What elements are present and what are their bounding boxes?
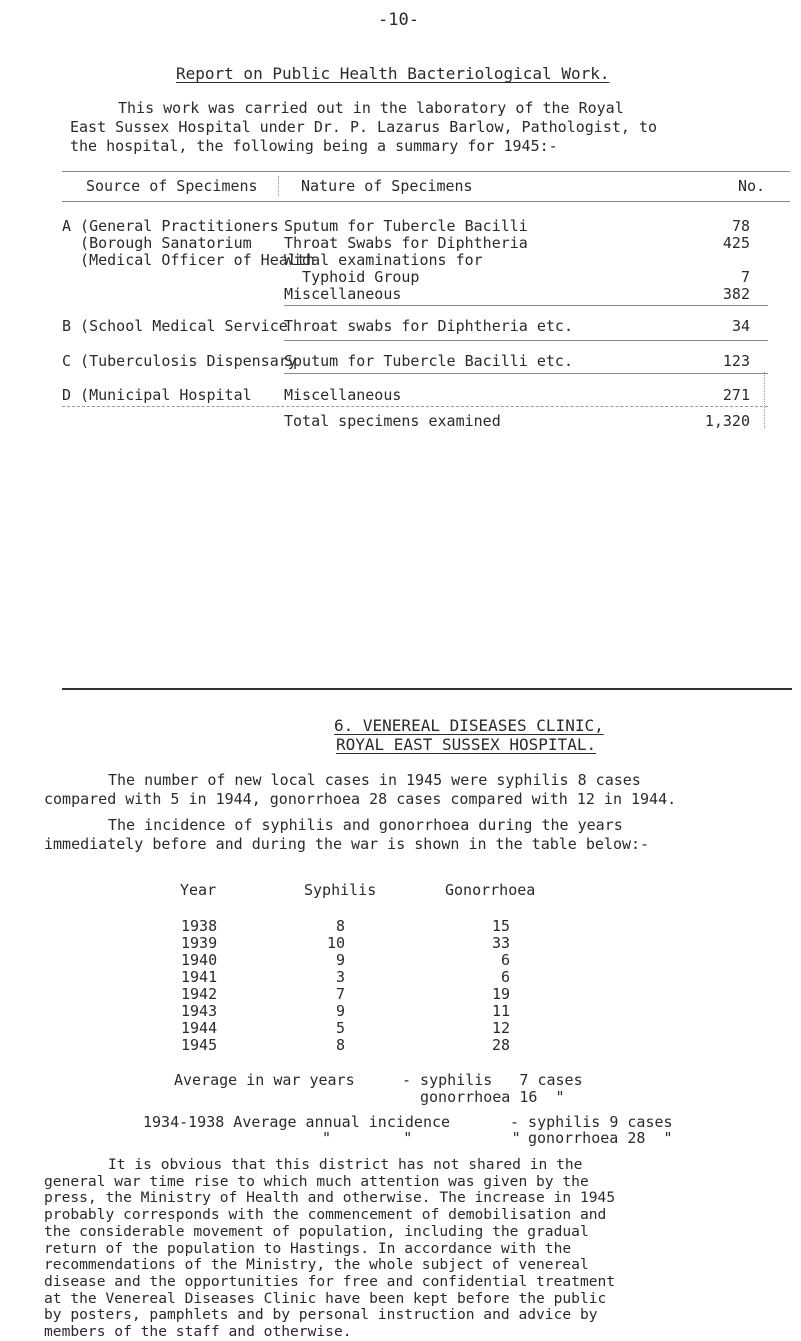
nature-cell: Throat Swabs for Diphtheria (284, 234, 528, 252)
count-cell: 123 (722, 352, 750, 370)
source-cell: B (School Medical Service (62, 317, 288, 335)
war-average-label: Average in war years (174, 1071, 355, 1089)
column-divider (278, 176, 279, 196)
source-cell: (Borough Sanatorium (62, 234, 252, 252)
para-line: press, the Ministry of Health and otherwise. The increase in 1945 (44, 1189, 616, 1207)
gonorrhoea-cell: 28 (491, 1036, 510, 1054)
nature-cell: Throat swabs for Diphtheria etc. (284, 317, 573, 335)
gonorrhoea-cell: 33 (491, 934, 510, 952)
nature-cell: Typhoid Group (284, 268, 420, 286)
para-line: recommendations of the Ministry, the whole subject of venereal (44, 1256, 589, 1274)
nature-cell: Miscellaneous (284, 285, 402, 303)
count-cell: 271 (722, 386, 750, 404)
para-line: by posters, pamphlets and by personal instruction and advice by (44, 1306, 598, 1324)
report-title: Report on Public Health Bacteriological Work. (176, 64, 610, 83)
prewar-average-ditto: " " " (322, 1129, 521, 1147)
nature-cell: Widal examinations for (284, 251, 483, 269)
total-rule (62, 406, 768, 407)
header-rule (62, 201, 790, 202)
year-cell: 1938 (181, 917, 218, 935)
year-cell: 1944 (181, 1019, 218, 1037)
section-subheading: ROYAL EAST SUSSEX HOSPITAL. (336, 735, 597, 754)
group-rule (284, 340, 768, 341)
count-cell: 425 (722, 234, 750, 252)
incidence-paragraph (44, 816, 784, 854)
syphilis-cell: 7 (335, 985, 345, 1003)
year-cell: 1940 (181, 951, 218, 969)
para-line: disease and the opportunities for free and confidential treatment (44, 1272, 616, 1290)
para-line: The incidence of syphilis and gonorrhoea during the years (108, 816, 623, 834)
para-line: return of the population to Hastings. In accordance with the (44, 1239, 572, 1257)
count-cell: 78 (731, 217, 750, 235)
gonorrhoea-cell: 19 (491, 985, 510, 1003)
source-cell: C (Tuberculosis Dispensary (62, 352, 297, 370)
gonorrhoea-cell: 12 (491, 1019, 510, 1037)
year-cell: 1941 (181, 968, 218, 986)
intro-line: the hospital, the following being a summary for 1945:- (70, 137, 558, 155)
group-rule (284, 373, 768, 374)
intro-paragraph (70, 99, 770, 156)
war-average-gonorrhoea: gonorrhoea 16 " (420, 1088, 565, 1106)
gonorrhoea-cell: 6 (500, 968, 510, 986)
year-cell: 1945 (181, 1036, 218, 1054)
header-no: No. (738, 177, 766, 195)
closing-paragraph (44, 1157, 784, 1341)
section-divider (62, 688, 792, 690)
para-line: immediately before and during the war is shown in the table below:- (44, 835, 650, 853)
para-line: compared with 5 in 1944, gonorrhoea 28 cases compared with 12 in 1944. (44, 790, 677, 808)
section-heading: 6. VENEREAL DISEASES CLINIC, (334, 716, 604, 735)
source-cell: (Medical Officer of Health (62, 251, 315, 269)
prewar-average-gonorrhoea: gonorrhoea 28 " (528, 1129, 673, 1147)
nature-cell: Sputum for Tubercle Bacilli etc. (284, 352, 573, 370)
group-rule (284, 305, 768, 306)
intro-line: East Sussex Hospital under Dr. P. Lazarus Barlow, Pathologist, to (70, 118, 657, 136)
column-divider (764, 372, 765, 428)
count-cell: 7 (740, 268, 750, 286)
gonorrhoea-cell: 6 (500, 951, 510, 969)
para-line: general war time rise to which much attention was given by the (44, 1172, 589, 1190)
header-year: Year (180, 881, 217, 899)
syphilis-cell: 5 (335, 1019, 345, 1037)
para-line: probably corresponds with the commencement of demobilisation and (44, 1206, 607, 1224)
year-cell: 1943 (181, 1002, 218, 1020)
syphilis-cell: 8 (335, 917, 345, 935)
cases-paragraph (44, 771, 784, 809)
para-line: members of the staff and otherwise. (44, 1323, 352, 1341)
gonorrhoea-cell: 11 (491, 1002, 510, 1020)
intro-line: This work was carried out in the laboratory of the Royal (118, 99, 624, 117)
syphilis-cell: 10 (326, 934, 345, 952)
war-average-syphilis: - syphilis 7 cases (402, 1071, 583, 1089)
total-value: 1,320 (704, 412, 750, 430)
syphilis-cell: 9 (335, 951, 345, 969)
prewar-average-syphilis: - syphilis 9 cases (510, 1113, 673, 1131)
syphilis-cell: 3 (335, 968, 345, 986)
syphilis-cell: 8 (335, 1036, 345, 1054)
source-cell: D (Municipal Hospital (62, 386, 252, 404)
gonorrhoea-cell: 15 (491, 917, 510, 935)
source-cell: A (General Practitioners (62, 217, 279, 235)
nature-cell: Sputum for Tubercle Bacilli (284, 217, 528, 235)
para-line: at the Venereal Diseases Clinic have been kept before the public (44, 1289, 607, 1307)
prewar-average-label: 1934-1938 Average annual incidence (143, 1113, 451, 1131)
year-cell: 1942 (181, 985, 218, 1003)
table-top-rule (62, 171, 790, 172)
header-gonorrhoea: Gonorrhoea (445, 881, 536, 899)
year-cell: 1939 (181, 934, 218, 952)
header-nature: Nature of Specimens (301, 177, 473, 195)
para-line: the considerable movement of population, including the gradual (44, 1222, 589, 1240)
count-cell: 382 (722, 285, 750, 303)
header-source: Source of Specimens (86, 177, 258, 195)
total-label: Total specimens examined (284, 412, 501, 430)
para-line: The number of new local cases in 1945 were syphilis 8 cases (108, 771, 641, 789)
count-cell: 34 (731, 317, 750, 335)
nature-cell: Miscellaneous (284, 386, 402, 404)
para-line: It is obvious that this district has not shared in the (108, 1156, 583, 1173)
page-number: -10- (378, 10, 419, 30)
header-syphilis: Syphilis (304, 881, 377, 899)
syphilis-cell: 9 (335, 1002, 345, 1020)
